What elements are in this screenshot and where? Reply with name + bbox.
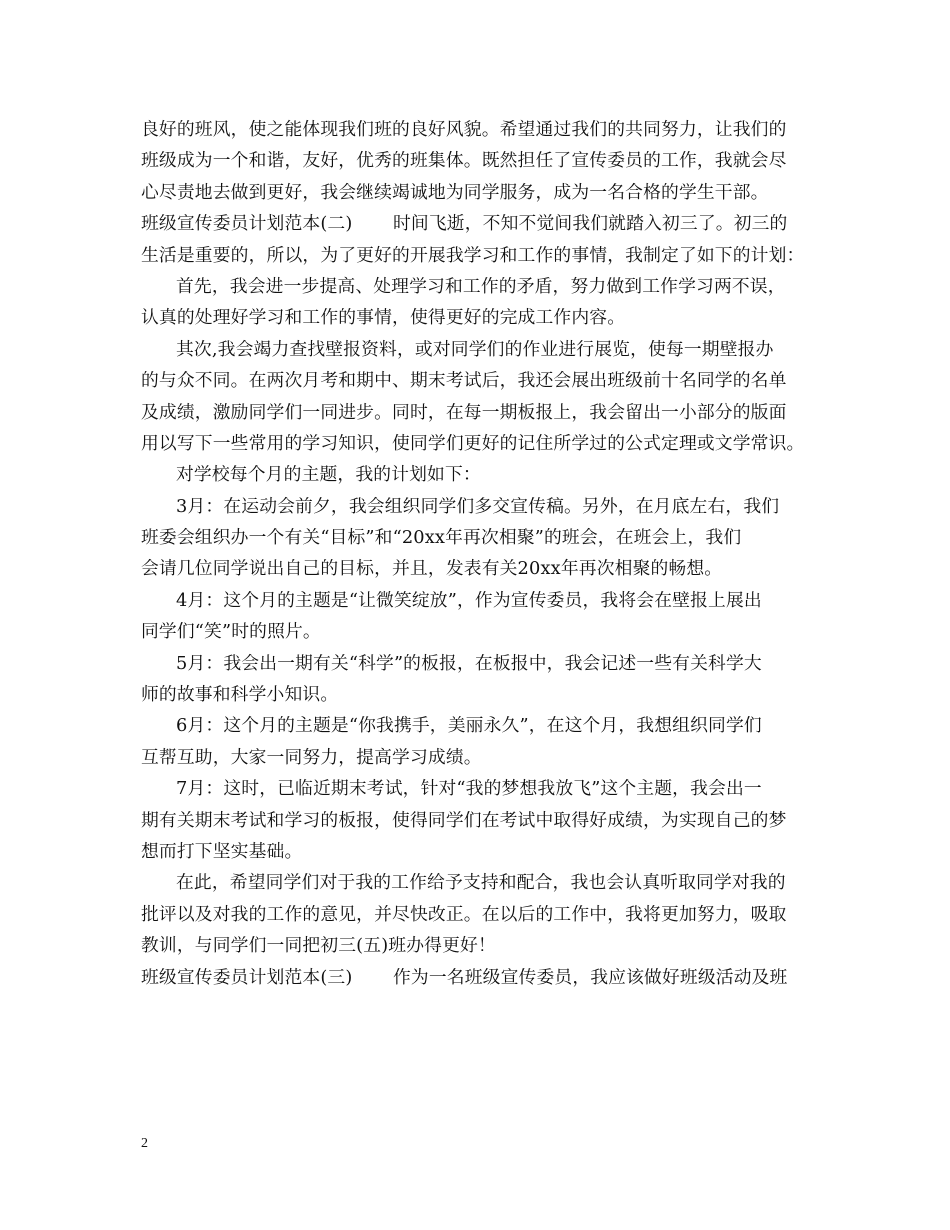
text-line: 班级成为一个和谐，友好，优秀的班集体。既然担任了宣传委员的工作，我就会尽 <box>141 150 787 172</box>
text-line: 教训，与同学们一同把初三(五)班办得更好！ <box>141 935 496 957</box>
paragraph-start: 6月：这个月的主题是“你我携手，美丽永久”，在这个月，我想组织同学们 <box>176 715 762 737</box>
text-line: 班委会组织办一个有关“目标”和“20xx年再次相聚”的班会，在班会上，我们 <box>141 527 742 549</box>
text-line: 批评以及对我的工作的意见，并尽快改正。在以后的工作中，我将更加努力，吸取 <box>141 903 787 925</box>
section-heading-line <box>141 962 813 993</box>
text-line: 认真的处理好学习和工作的事情，使得更好的完成工作内容。 <box>141 307 626 329</box>
section-title: 班级宣传委员计划范本(二) <box>141 213 353 235</box>
section-intro-text: 时间飞逝，不知不觉间我们就踏入初三了。初三的 <box>393 213 788 235</box>
paragraph-start: 7月：这时，已临近期末考试，针对“我的梦想我放飞”这个主题，我会出一 <box>176 778 762 800</box>
text-line: 的与众不同。在两次月考和期中、期末考试后，我还会展出班级前十名同学的名单 <box>141 370 787 392</box>
text-line: 生活是重要的，所以，为了更好的开展我学习和工作的事情，我制定了如下的计划： <box>141 244 805 266</box>
section-title: 班级宣传委员计划范本(三) <box>141 966 353 988</box>
text-line: 期有关期末考试和学习的板报，使得同学们在考试中取得好成绩，为实现自己的梦 <box>141 809 787 831</box>
text-line: 师的故事和科学小知识。 <box>141 684 339 706</box>
section-intro-text: 作为一名班级宣传委员，我应该做好班级活动及班 <box>393 966 788 988</box>
document-body <box>141 114 813 993</box>
paragraph-start: 其次,我会竭力查找壁报资料，或对同学们的作业进行展览，使每一期壁报办 <box>176 338 774 360</box>
section-heading-line <box>141 208 813 239</box>
text-line: 用以写下一些常用的学习知识，使同学们更好的记住所学过的公式定理或文学常识。 <box>141 432 805 454</box>
text-line: 良好的班风，使之能体现我们班的良好风貌。希望通过我们的共同努力，让我们的 <box>141 119 787 140</box>
paragraph-start: 首先，我会进一步提高、处理学习和工作的矛盾，努力做到工作学习两不误， <box>176 275 786 297</box>
text-line: 心尽责地去做到更好，我会继续竭诚地为同学服务，成为一名合格的学生干部。 <box>141 181 769 203</box>
paragraph-start: 3月：在运动会前夕，我会组织同学们多交宣传稿。另外，在月底左右，我们 <box>176 495 780 517</box>
text-line: 同学们“笑”时的照片。 <box>141 621 321 643</box>
paragraph-start: 4月：这个月的主题是“让微笑绽放”，作为宣传委员，我将会在壁报上展出 <box>176 589 762 611</box>
paragraph-start: 在此，希望同学们对于我的工作给予支持和配合，我也会认真听取同学对我的 <box>176 872 786 894</box>
text-line: 互帮互助，大家一同努力，提高学习成绩。 <box>141 746 482 768</box>
paragraph-start: 5月：我会出一期有关“科学”的板报，在板报中，我会记述一些有关科学大 <box>176 652 762 674</box>
paragraph-start: 对学校每个月的主题，我的计划如下： <box>176 464 481 486</box>
text-line: 想而打下坚实基础。 <box>141 840 303 862</box>
text-line: 会请几位同学说出自己的目标，并且，发表有关20xx年再次相聚的畅想。 <box>141 558 723 580</box>
text-line: 及成绩，激励同学们一同进步。同时，在每一期板报上，我会留出一小部分的版面 <box>141 401 787 423</box>
page-number: 2 <box>141 1136 148 1151</box>
